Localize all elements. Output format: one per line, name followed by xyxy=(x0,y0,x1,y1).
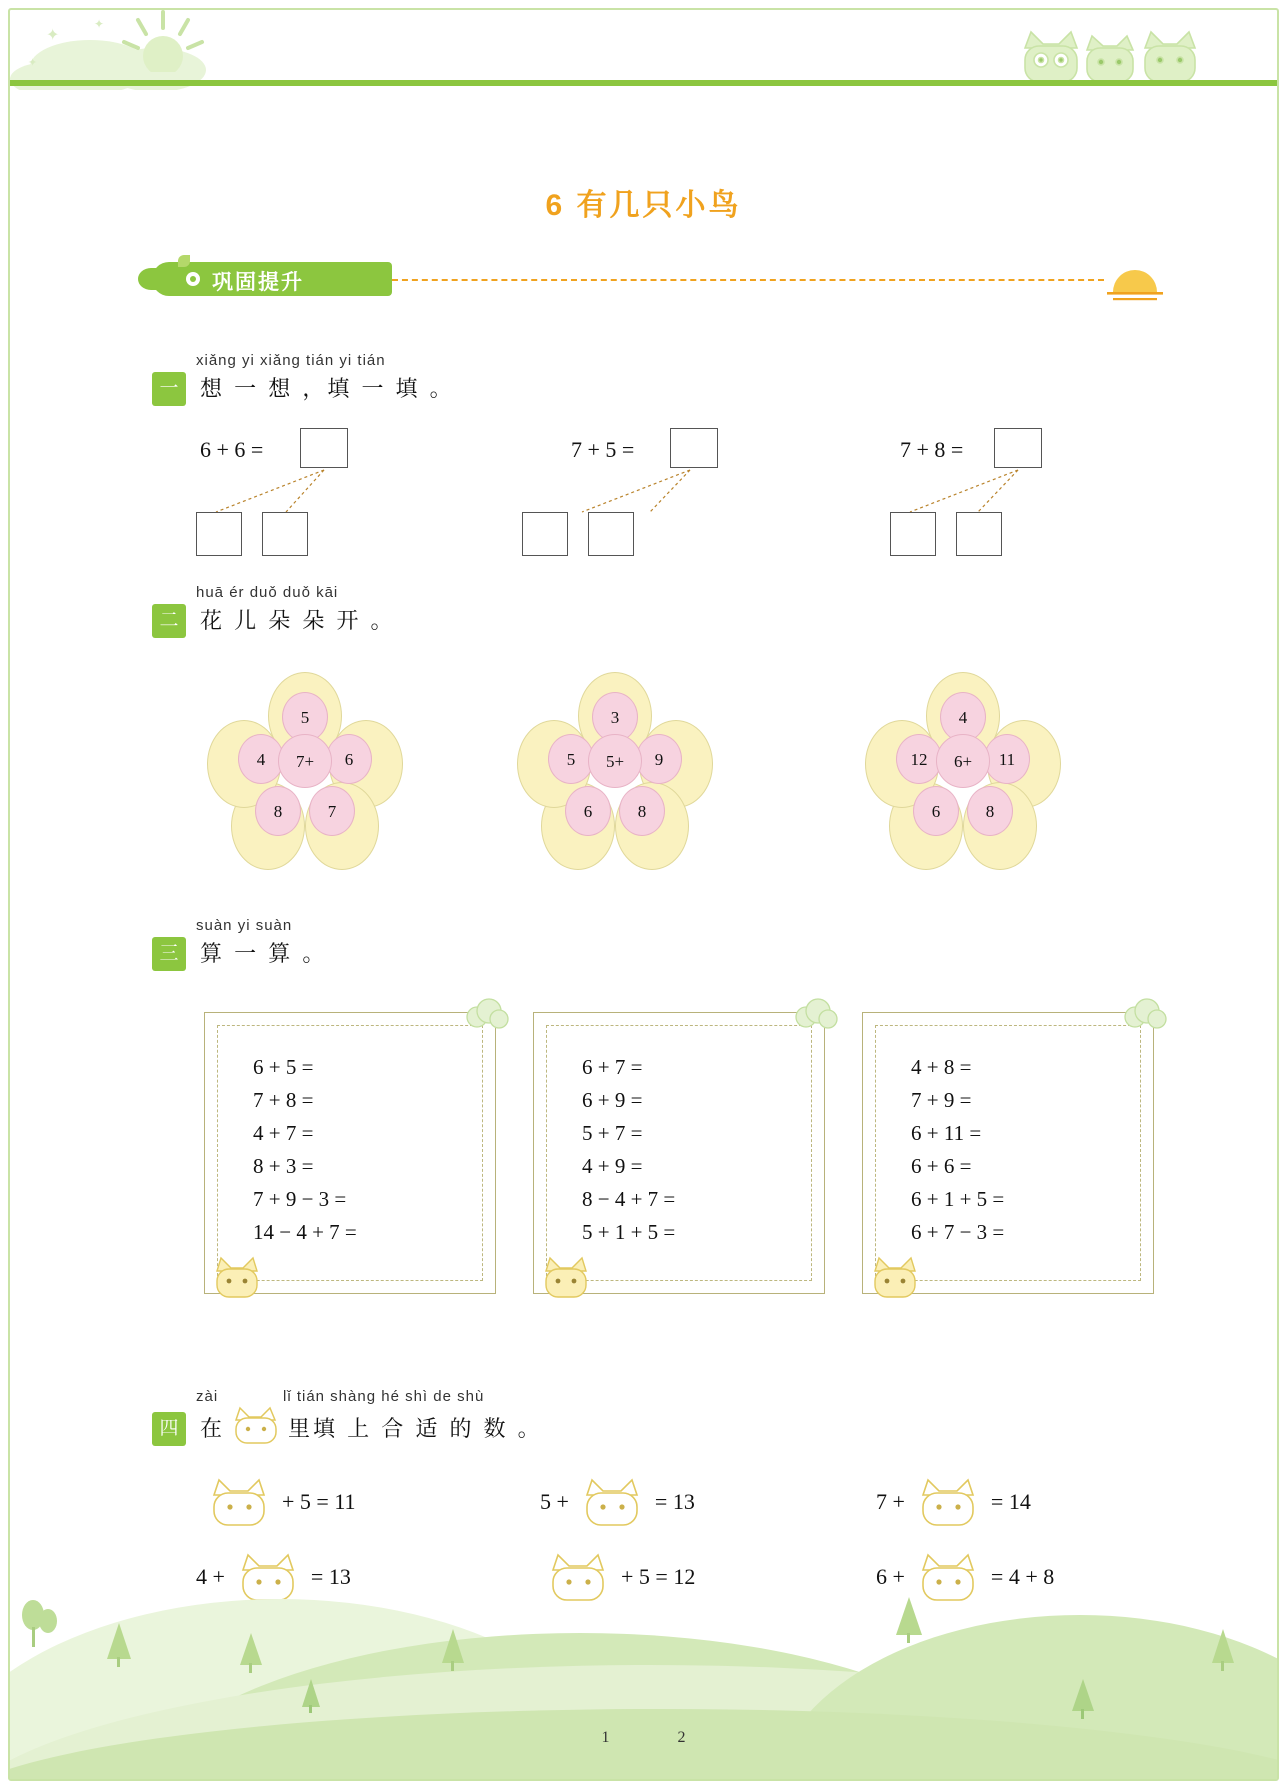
exercise4-item-2-before: 5 + xyxy=(540,1489,569,1514)
question-heading-2: 花 儿 朵 朵 开 。 xyxy=(200,608,396,633)
question-marker-1: 一 xyxy=(152,372,186,406)
question-heading-1: 想 一 想 ，填 一 填 。 xyxy=(200,376,455,401)
exercise1-part-box-2a[interactable] xyxy=(522,512,568,556)
list-item: 4 + 9 = xyxy=(582,1154,643,1178)
question-heading-3: 算 一 算 。 xyxy=(200,941,328,966)
exercise1-answer-box-1[interactable] xyxy=(300,428,348,468)
flower-2-petal-value-2[interactable]: 9 xyxy=(636,734,682,784)
flower-3-petal-value-2[interactable]: 11 xyxy=(984,734,1030,784)
flower-2-petal-value-4[interactable]: 6 xyxy=(565,786,611,836)
page-number-left: 1 xyxy=(601,1729,610,1746)
tree-icon xyxy=(894,1595,924,1643)
flower-3-petal-value-5[interactable]: 12 xyxy=(896,734,942,784)
tree-icon xyxy=(440,1627,466,1671)
tree-icon xyxy=(1210,1627,1236,1671)
question-heading-4a: 在 xyxy=(200,1416,226,1441)
flower-3-petal-value-1[interactable]: 4 xyxy=(940,692,986,742)
footer-decoration xyxy=(10,1569,1277,1779)
list-item: 6 + 6 = xyxy=(911,1154,972,1178)
question-marker-3: 三 xyxy=(152,937,186,971)
exercise4-item-6-after: = 4 + 8 xyxy=(990,1564,1055,1589)
page-title: 6 有几只小鸟 xyxy=(545,189,742,222)
list-item: 5 + 1 + 5 = xyxy=(582,1220,676,1244)
cat-answer-box[interactable] xyxy=(577,1475,647,1529)
list-item: 7 + 9 = xyxy=(911,1088,972,1112)
branch-lines-2 xyxy=(520,468,700,514)
question-pinyin-1: xiǎng yi xiǎng tián yi tián xyxy=(196,352,386,369)
exercise4-item-2-after: = 13 xyxy=(654,1489,695,1514)
flower-3 xyxy=(863,672,1063,862)
cat-icon xyxy=(867,1253,921,1301)
flower-2 xyxy=(515,672,715,862)
exercise4-item-4-before: 4 + xyxy=(196,1564,225,1589)
sun-icon xyxy=(118,10,208,72)
tree-icon xyxy=(105,1621,133,1667)
page-footer xyxy=(0,1729,1287,1747)
section-banner xyxy=(152,262,392,296)
exercise1-answer-box-3[interactable] xyxy=(994,428,1042,468)
list-item: 6 + 11 = xyxy=(911,1121,982,1145)
question-pinyin-4b: lǐ tián shàng hé shì de shù xyxy=(283,1388,485,1405)
eye-icon xyxy=(186,272,200,286)
page-number-right: 2 xyxy=(677,1729,686,1746)
flower-1-petal-value-5[interactable]: 4 xyxy=(238,734,284,784)
flower-1-center: 7+ xyxy=(278,734,332,788)
tree-icon xyxy=(1070,1677,1096,1719)
exercise1-part-box-3b[interactable] xyxy=(956,512,1002,556)
flower-1-petal-value-1[interactable]: 5 xyxy=(282,692,328,742)
flower-1-petal-value-2[interactable]: 6 xyxy=(326,734,372,784)
flower-1-petal-value-3[interactable]: 7 xyxy=(309,786,355,836)
question-heading-4b: 里填 上 合 适 的 数 。 xyxy=(288,1416,543,1441)
flower-1-petal-value-4[interactable]: 8 xyxy=(255,786,301,836)
list-item: 4 + 8 = xyxy=(911,1055,972,1079)
star-icon: ✦ xyxy=(46,27,60,44)
exercise4-item-2 xyxy=(540,1475,695,1529)
exercise4-item-1 xyxy=(196,1475,356,1529)
exercise1-part-box-1b[interactable] xyxy=(262,512,308,556)
tree-icon xyxy=(238,1631,264,1673)
banner-label: 巩固提升 xyxy=(212,271,304,294)
tree-icon xyxy=(20,1597,60,1653)
flower-2-petal-value-5[interactable]: 5 xyxy=(548,734,594,784)
tree-icon xyxy=(300,1677,322,1713)
list-item: 6 + 9 = xyxy=(582,1088,643,1112)
list-item: 6 + 7 = xyxy=(582,1055,643,1079)
cat-icon xyxy=(538,1253,592,1301)
exercise3-panel-1 xyxy=(204,1012,496,1294)
question-pinyin-3: suàn yi suàn xyxy=(196,917,293,934)
exercise1-equation-2: 7 + 5 = xyxy=(571,437,635,462)
exercise1-equation-3: 7 + 8 = xyxy=(900,437,964,462)
exercise4-item-3-before: 7 + xyxy=(876,1489,905,1514)
list-item: 4 + 7 = xyxy=(253,1121,314,1145)
cloud-icon xyxy=(1121,997,1167,1031)
question-pinyin-4a: zài xyxy=(196,1388,219,1405)
list-item: 5 + 7 = xyxy=(582,1121,643,1145)
list-item: 8 − 4 + 7 = xyxy=(582,1187,676,1211)
cloud-icon xyxy=(463,997,509,1031)
cat-trio-icon xyxy=(1017,24,1207,86)
branch-lines-3 xyxy=(848,468,1028,514)
branch-lines-1 xyxy=(196,468,326,514)
cat-icon xyxy=(209,1253,263,1301)
exercise3-panel-2 xyxy=(533,1012,825,1294)
exercise1-equation-1: 6 + 6 = xyxy=(200,437,264,462)
list-item: 14 − 4 + 7 = xyxy=(253,1220,357,1244)
exercise1-part-box-2b[interactable] xyxy=(588,512,634,556)
exercise1-part-box-3a[interactable] xyxy=(890,512,936,556)
header-decoration xyxy=(10,10,1277,90)
exercise4-item-5-after: + 5 = 12 xyxy=(621,1564,696,1589)
flower-3-petal-value-4[interactable]: 6 xyxy=(913,786,959,836)
list-item: 7 + 8 = xyxy=(253,1088,314,1112)
exercise3-panel-1-rows xyxy=(253,1051,357,1249)
star-icon: ✦ xyxy=(28,57,38,69)
star-icon: ✦ xyxy=(94,17,105,31)
exercise3-panel-3-rows xyxy=(911,1051,1004,1249)
banner-tail-icon xyxy=(138,268,164,290)
leaf-icon xyxy=(178,255,190,267)
list-item: 6 + 5 = xyxy=(253,1055,314,1079)
cat-icon xyxy=(228,1404,284,1446)
flower-2-center: 5+ xyxy=(588,734,642,788)
exercise4-item-6-before: 6 + xyxy=(876,1564,905,1589)
cloud-icon xyxy=(792,997,838,1031)
exercise1-part-box-1a[interactable] xyxy=(196,512,242,556)
list-item: 7 + 9 − 3 = xyxy=(253,1187,347,1211)
flower-3-center: 6+ xyxy=(936,734,990,788)
header-rule xyxy=(10,80,1277,86)
exercise4-item-1-after: + 5 = 11 xyxy=(282,1489,356,1514)
question-marker-2: 二 xyxy=(152,604,186,638)
question-pinyin-2: huā ér duǒ duǒ kāi xyxy=(196,584,339,601)
exercise4-item-3 xyxy=(876,1475,1031,1529)
question-marker-4: 四 xyxy=(152,1412,186,1446)
cat-answer-box[interactable] xyxy=(204,1475,274,1529)
exercise1-answer-box-2[interactable] xyxy=(670,428,718,468)
banner-dashed-rule xyxy=(392,279,1104,281)
sunset-icon xyxy=(1105,268,1165,302)
exercise3-panel-3 xyxy=(862,1012,1154,1294)
exercise4-item-3-after: = 14 xyxy=(990,1489,1031,1514)
cat-answer-box[interactable] xyxy=(913,1475,983,1529)
list-item: 8 + 3 = xyxy=(253,1154,314,1178)
list-item: 6 + 7 − 3 = xyxy=(911,1220,1005,1244)
flower-1 xyxy=(205,672,405,862)
flower-3-petal-value-3[interactable]: 8 xyxy=(967,786,1013,836)
exercise3-panel-2-rows xyxy=(582,1051,675,1249)
list-item: 6 + 1 + 5 = xyxy=(911,1187,1005,1211)
exercise4-item-4-after: = 13 xyxy=(310,1564,351,1589)
flower-2-petal-value-3[interactable]: 8 xyxy=(619,786,665,836)
flower-2-petal-value-1[interactable]: 3 xyxy=(592,692,638,742)
